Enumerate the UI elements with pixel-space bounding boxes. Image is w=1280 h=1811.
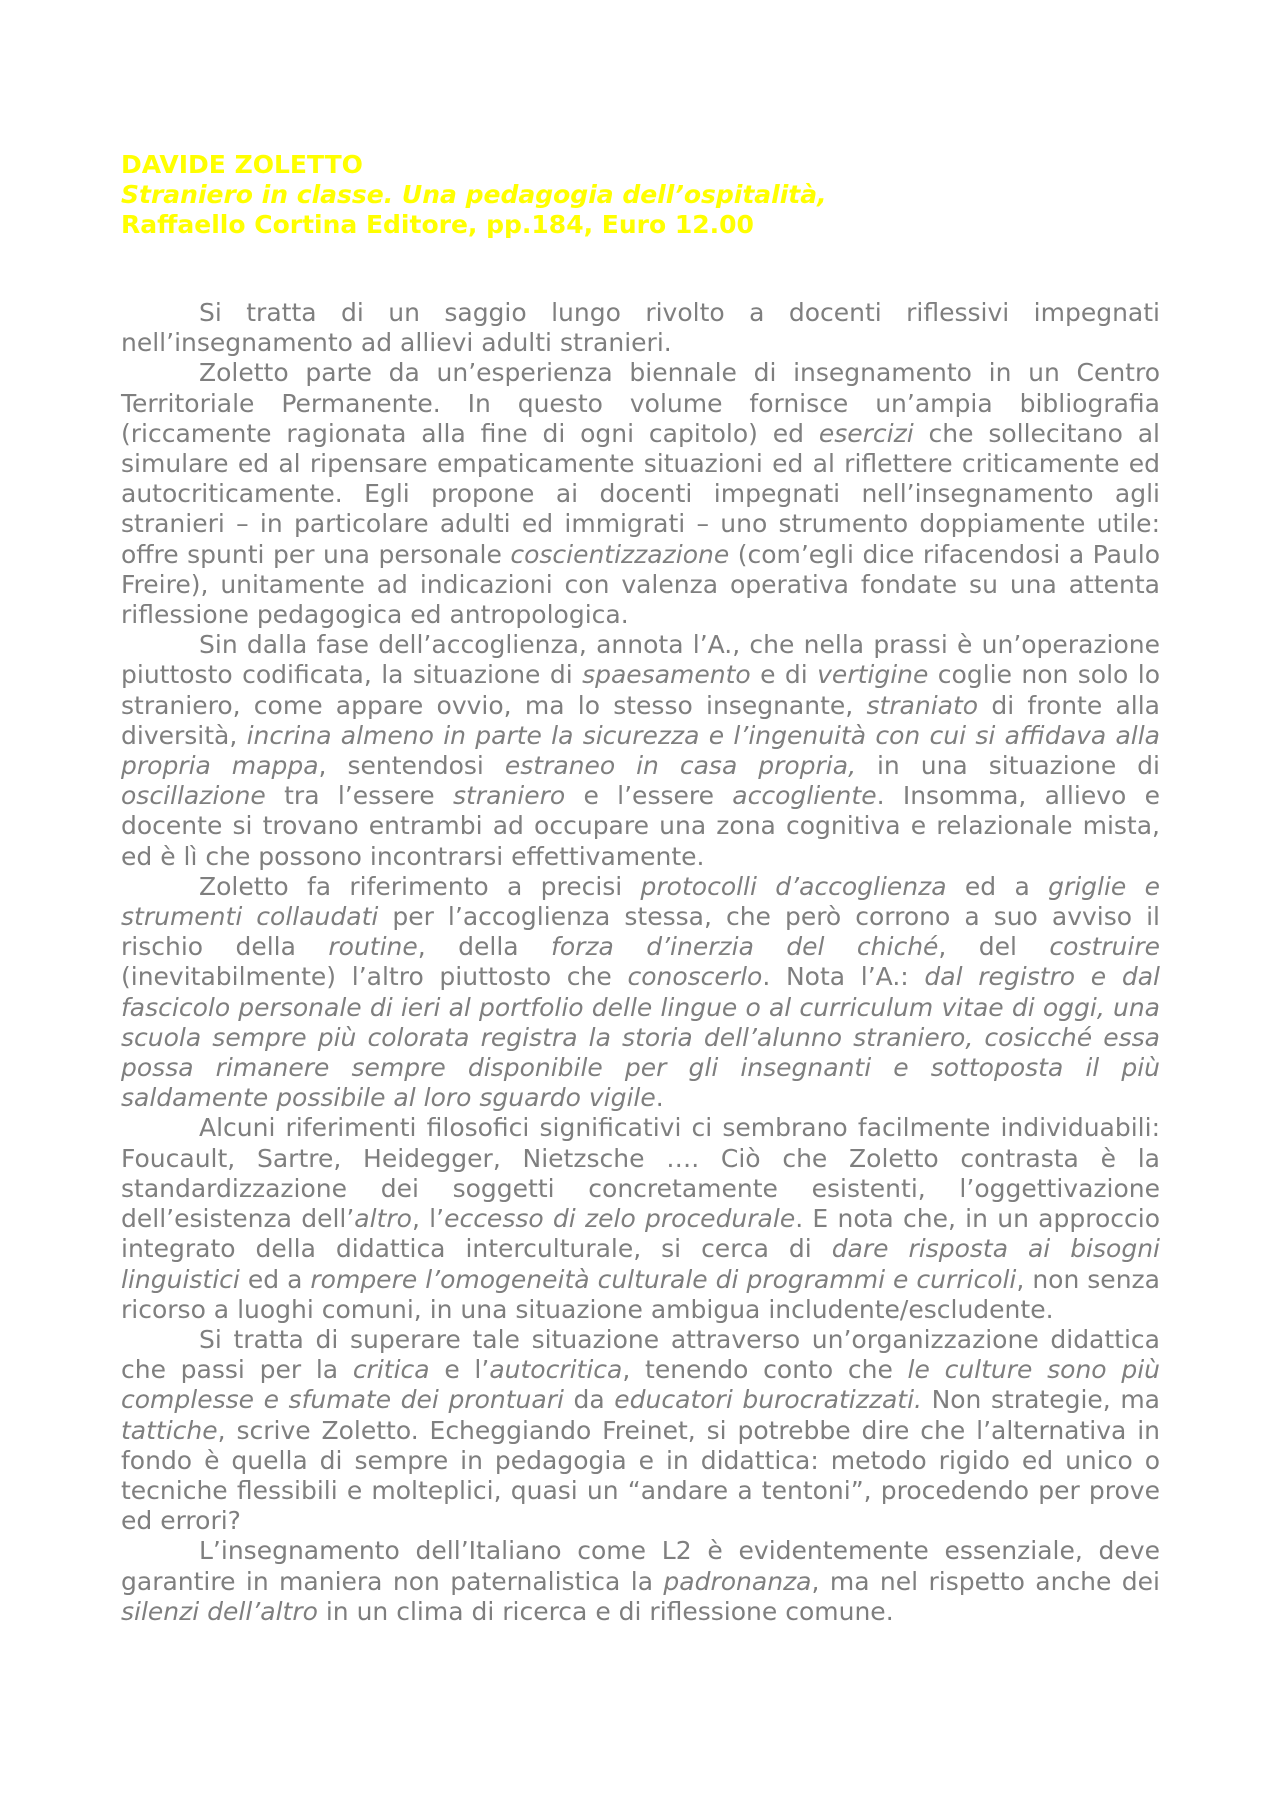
- italic-text: forza d’inerzia del chiché: [551, 932, 939, 962]
- text-run: per l’accoglienza stessa, che però corrono a suo avviso il rischio della: [121, 902, 1160, 962]
- text-run: Si tratta di superare tale situazione attraverso un’organizzazione didattica che passi per la: [121, 1324, 1160, 1385]
- italic-text: routine: [328, 932, 418, 962]
- italic-text: autocritica: [489, 1355, 623, 1385]
- italic-text: spaesamento: [582, 660, 751, 690]
- italic-text: vertigine: [817, 660, 929, 690]
- text-run: L’insegnamento dell’Italiano come L2 è evidentemente essenziale, deve garantire in maniera non paternalistica la: [121, 1536, 1160, 1596]
- text-run: in un clima di ricerca e di riflessione comune.: [317, 1596, 894, 1626]
- text-run: . E nota che, in un approccio integrato della didattica interculturale, si cerca di: [121, 1204, 1160, 1264]
- italic-text: tattiche: [121, 1415, 218, 1445]
- review-paragraph: [121, 298, 1160, 358]
- italic-text: protocolli d’accoglienza: [640, 871, 947, 901]
- publisher-info: Raffaello Cortina Editore, pp.184, Euro 12.00: [121, 210, 754, 239]
- text-run: e di: [750, 660, 818, 690]
- text-run: Zoletto parte da un’esperienza biennale di insegnamento in un Centro Territoriale Permanente. In questo volume fornisce un’ampia bibliografia (riccamente ragionata alla fine di ogni capitolo) ed: [121, 358, 1160, 448]
- review-paragraph: [121, 630, 1160, 872]
- italic-text: straniero: [452, 781, 566, 811]
- italic-text: accogliente: [732, 781, 877, 811]
- italic-text: critica: [352, 1355, 430, 1385]
- text-run: , sentendosi: [318, 751, 505, 781]
- italic-text: le culture sono più complesse e sfumate dei prontuari: [121, 1355, 1160, 1415]
- italic-text: oscillazione: [121, 781, 266, 811]
- text-run: , tenendo conto che: [622, 1355, 908, 1385]
- italic-text: costruire: [1049, 932, 1160, 962]
- review-paragraph: [121, 1536, 1160, 1627]
- text-run: da: [563, 1385, 615, 1415]
- text-run: (com’egli dice rifacendosi a Paulo Freire), unitamente ad indicazioni con valenza operativa fondate su una attenta riflessione pedagogica ed antropologica.: [121, 539, 1161, 630]
- book-title: Straniero in classe. Una pedagogia dell’ospitalità,: [121, 180, 827, 209]
- text-run: , l’: [411, 1204, 445, 1234]
- italic-text: straniato: [866, 690, 979, 720]
- text-run: coglie non solo lo straniero, come appare ovvio, ma lo stesso insegnante,: [121, 660, 1160, 720]
- text-run: , della: [417, 932, 552, 962]
- text-run: , ma nel rispetto anche dei: [811, 1566, 1160, 1596]
- text-run: Si tratta di un saggio lungo rivolto a docenti riflessivi impegnati nell’insegnamento ad allievi adulti stranieri.: [121, 298, 1160, 358]
- text-run: e l’essere: [565, 781, 733, 811]
- italic-text: dal registro e dal fascicolo personale di ieri al portfolio delle lingue o al curriculum vitae di oggi, una scuola sempre più colorata registra la storia dell’alunno straniero, cosicché essa possa rimanere sempre disponibile per gli insegnanti e sottoposta il più saldamente possibile al loro sguardo vigile: [121, 962, 1160, 1113]
- text-run: Non strategie, ma: [921, 1385, 1160, 1415]
- text-run: di fronte alla diversità,: [121, 690, 1160, 750]
- italic-text: eccesso di zelo procedurale: [444, 1204, 796, 1234]
- review-paragraph: [121, 872, 1160, 1114]
- review-paragraph: [121, 1325, 1160, 1536]
- italic-text: griglie e strumenti collaudati: [121, 871, 1160, 932]
- italic-text: estraneo in casa propria,: [504, 751, 857, 781]
- text-run: Zoletto fa riferimento a precisi: [199, 871, 641, 901]
- italic-text: padronanza: [663, 1566, 812, 1596]
- italic-text: altro: [354, 1204, 412, 1234]
- italic-text: incrina almeno in parte la sicurezza e l’ingenuità con cui si affidava alla propria mappa: [121, 720, 1160, 781]
- italic-text: rompere l’omogeneità culturale di programmi e curricoli: [310, 1264, 1017, 1294]
- text-run: , scrive Zoletto. Echeggiando Freinet, si potrebbe dire che l’alternativa in fondo è quella di sempre in pedagogia e in didattica: metodo rigido ed unico o tecniche flessibili e molteplici, quasi un “andare a tentoni”, procedendo per prove ed errori?: [121, 1415, 1160, 1536]
- book-heading: [121, 150, 1161, 240]
- italic-text: coscientizzazione: [510, 539, 730, 569]
- text-run: . Nota l’A.:: [762, 962, 925, 992]
- italic-text: educatori burocratizzati.: [614, 1385, 922, 1415]
- text-run: ed a: [239, 1264, 311, 1294]
- text-run: , non senza ricorso a luoghi comuni, in una situazione ambigua includente/escludente.: [121, 1264, 1160, 1324]
- review-paragraph: [121, 358, 1160, 630]
- text-run: in una situazione di: [856, 751, 1160, 781]
- text-run: e l’: [429, 1355, 490, 1385]
- text-run: tra l’essere: [265, 781, 453, 811]
- text-run: (inevitabilmente) l’altro piuttosto che: [121, 962, 628, 992]
- review-paragraph: [121, 1113, 1160, 1324]
- text-run: che sollecitano al simulare ed al ripensare empaticamente situazioni ed al riflettere criticamente ed autocriticamente. Egli propone ai docenti impegnati nell’insegnamento agli stranieri – in particolare adulti ed immigrati – uno strumento doppiamente utile: offre spunti per una personale: [121, 418, 1161, 569]
- italic-text: silenzi dell’altro: [121, 1596, 318, 1626]
- italic-text: esercizi: [818, 418, 914, 448]
- text-run: . Insomma, allievo e docente si trovano entrambi ad occupare una zona cognitiva e relazionale mista, ed è lì che possono incontrarsi effettivamente.: [121, 781, 1160, 871]
- text-run: .: [655, 1083, 664, 1113]
- text-run: , del: [938, 932, 1050, 962]
- text-run: Sin dalla fase dell’accoglienza, annota l’A., che nella prassi è un’operazione piuttosto codificata, la situazione di: [121, 630, 1160, 690]
- italic-text: conoscerlo: [627, 962, 763, 992]
- italic-text: dare risposta ai bisogni linguistici: [121, 1234, 1160, 1294]
- text-run: ed a: [946, 871, 1049, 901]
- author-name: DAVIDE ZOLETTO: [121, 150, 363, 179]
- text-run: Alcuni riferimenti filosofici significativi ci sembrano facilmente individuabili: Foucault, Sartre, Heidegger, Nietzsche …. Ciò che Zoletto contrasta è la standardizzazione dei soggetti concretamente esistenti, l’oggettivazione dell’esistenza dell’: [121, 1113, 1160, 1234]
- review-body: [121, 298, 1160, 1627]
